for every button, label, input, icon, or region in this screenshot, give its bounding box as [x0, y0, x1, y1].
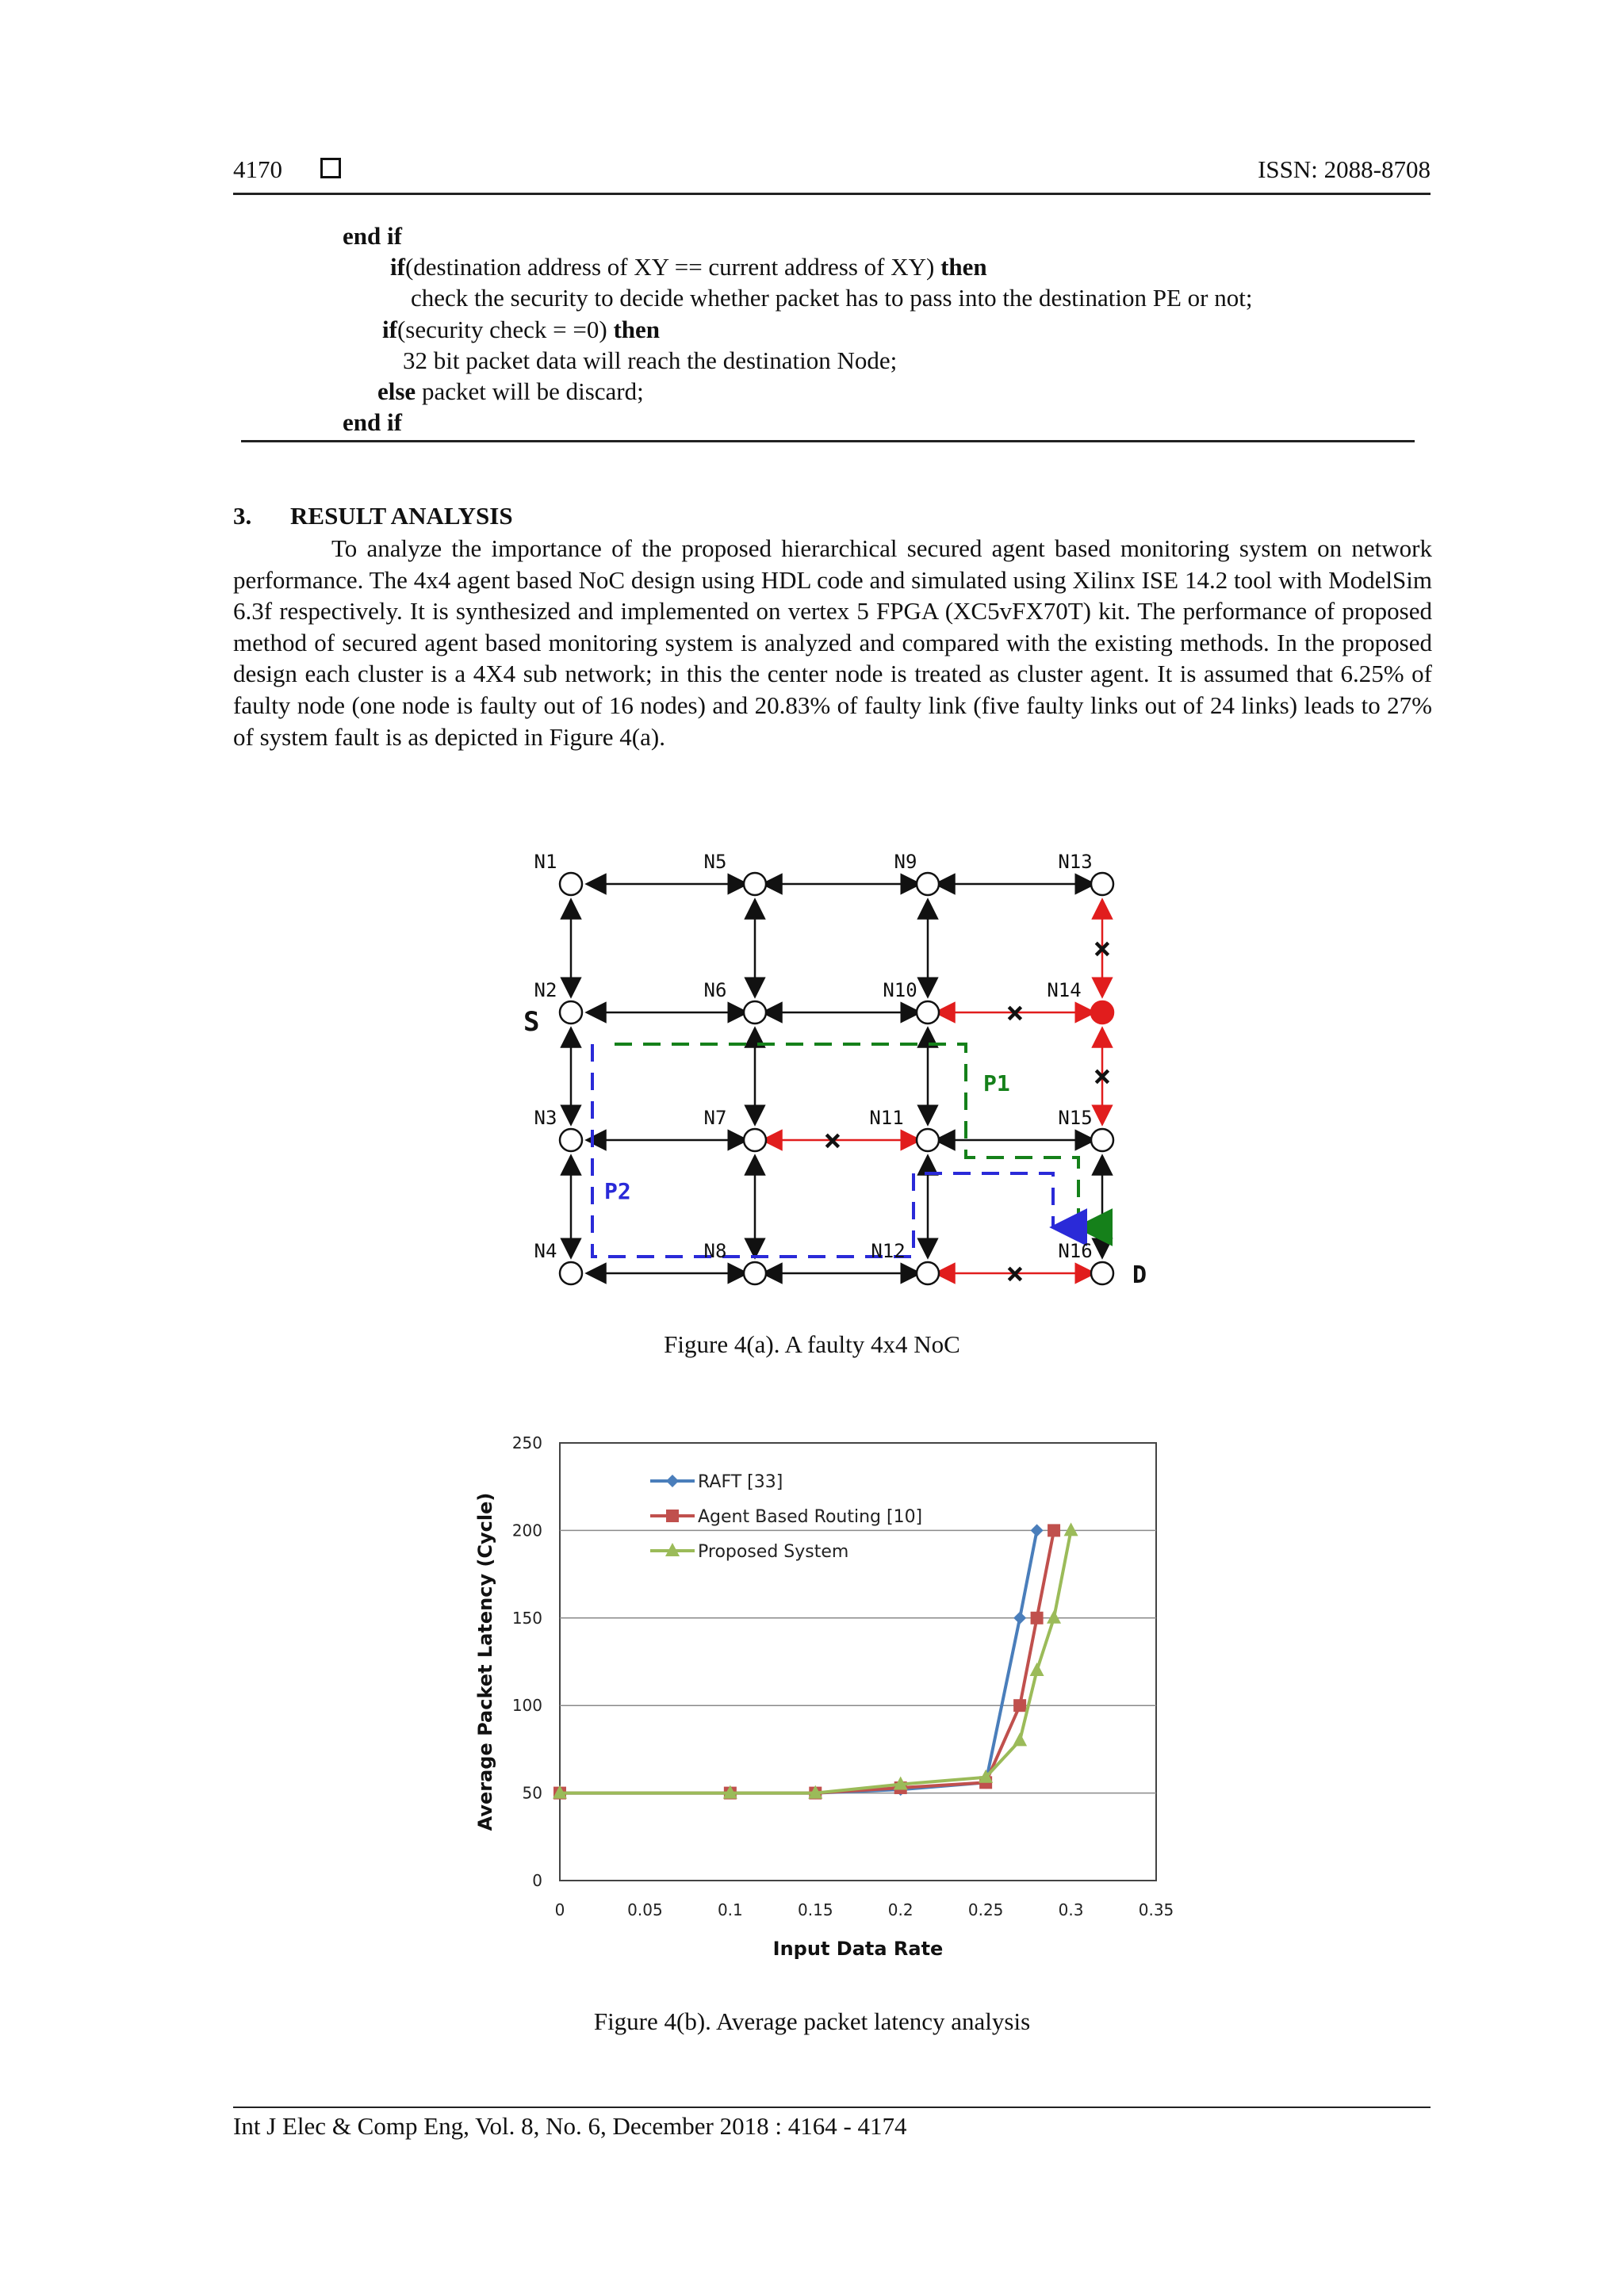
legend-label: Proposed System: [698, 1542, 849, 1562]
algo-line: 32 bit packet data will reach the destination Node;: [403, 346, 898, 374]
latency-chart: [460, 1419, 1205, 1974]
fault-mark: ×: [1005, 1256, 1025, 1291]
node-label: N14: [1047, 979, 1082, 1001]
section-paragraph: To analyze the importance of the proposed hierarchical secured agent based monitoring system on network performance. The 4x4 agent based NoC design using HDL code and simulated using Xilinx ISE 14.2 tool with ModelSim 6.3f respectively. It is synthesized and implemented on vertex 5 FPGA (XC5vFX70T) kit. The performance of proposed method of secured agent based monitoring system is analyzed and compared with the existing methods. In the proposed design each cluster is a 4X4 sub network; in this the center node is treated as cluster agent. It is assumed that 6.25% of faulty node (one node is faulty out of 16 nodes) and 20.83% of faulty link (five faulty links out of 24 links) leads to 27% of system fault is as depicted in Figure 4(a).: [233, 534, 1432, 751]
algo-line: if(destination address of XY == current address of XY) then: [390, 253, 987, 281]
footer-rule: [233, 2107, 1431, 2108]
node-n8: [744, 1262, 766, 1284]
algo-line: end if: [343, 222, 402, 250]
y-tick-label: 250: [511, 1433, 542, 1452]
footer-citation: Int J Elec & Comp Eng, Vol. 8, No. 6, December 2018 : 4164 - 4174: [233, 2112, 907, 2140]
node-n4: [560, 1262, 582, 1284]
y-tick-label: 50: [522, 1783, 542, 1803]
x-tick-label: 0.35: [1138, 1900, 1174, 1919]
node-label: N11: [869, 1107, 904, 1129]
node-label: N6: [703, 979, 727, 1001]
legend-label: Agent Based Routing [10]: [698, 1507, 923, 1527]
checkbox-square-icon: [320, 158, 341, 178]
node-n1: [560, 873, 582, 895]
node-label: N1: [534, 851, 557, 873]
page-number: 4170: [233, 155, 282, 183]
node-n11: [917, 1129, 939, 1151]
node-n5: [744, 873, 766, 895]
issn: ISSN: 2088-8708: [1258, 155, 1431, 183]
node-n2: [560, 1001, 582, 1024]
data-point: [1031, 1612, 1044, 1624]
node-n16: [1091, 1262, 1113, 1284]
node-label: N9: [894, 851, 917, 873]
node-label: N4: [534, 1240, 557, 1262]
fault-mark: ×: [1005, 995, 1025, 1030]
y-tick-label: 100: [511, 1696, 542, 1716]
nodes: [560, 873, 1113, 1284]
node-n14-faulty: [1091, 1001, 1113, 1024]
faulty-links: [763, 900, 1102, 1273]
node-n9: [917, 873, 939, 895]
normal-links: [571, 884, 1102, 1273]
algo-line: check the security to decide whether packet has to pass into the destination PE or not;: [411, 284, 1253, 312]
y-tick-label: 200: [511, 1521, 542, 1540]
x-tick-label: 0.2: [887, 1900, 914, 1919]
node-n6: [744, 1001, 766, 1024]
p1-label: P1: [983, 1070, 1010, 1096]
node-label: N2: [534, 979, 557, 1001]
node-label: N16: [1058, 1240, 1093, 1262]
node-n13: [1091, 873, 1113, 895]
node-label: N7: [703, 1107, 727, 1129]
data-point: [666, 1510, 679, 1522]
node-label: N13: [1058, 851, 1093, 873]
x-tick-label: 0.1: [717, 1900, 743, 1919]
node-label: N5: [703, 851, 727, 873]
y-axis-label: Average Packet Latency (Cycle): [474, 1492, 496, 1831]
y-tick-label: 150: [511, 1608, 542, 1628]
x-tick-label: 0.3: [1058, 1900, 1084, 1919]
x-axis-label: Input Data Rate: [772, 1938, 944, 1960]
x-tick-label: 0: [554, 1900, 565, 1919]
figure-b-caption: Figure 4(b). Average packet latency analysis: [593, 2007, 1031, 2035]
destination-label: D: [1132, 1261, 1147, 1289]
algo-line: if(security check = =0) then: [382, 316, 661, 343]
data-point: [1048, 1524, 1060, 1536]
noc-diagram: [508, 840, 1174, 1300]
node-n3: [560, 1129, 582, 1151]
node-label: N8: [703, 1240, 727, 1262]
p2-label: P2: [604, 1178, 631, 1204]
legend-label: RAFT [33]: [698, 1472, 783, 1492]
node-n15: [1091, 1129, 1113, 1151]
node-label: N10: [883, 979, 917, 1001]
x-tick-label: 0.05: [627, 1900, 663, 1919]
x-tick-label: 0.25: [967, 1900, 1004, 1919]
node-label: N12: [871, 1240, 906, 1262]
algo-line: end if: [343, 408, 402, 436]
source-label: S: [523, 1006, 540, 1038]
algorithm-rule: [241, 440, 1415, 442]
header-rule: [233, 193, 1431, 195]
x-tick-label: 0.15: [798, 1900, 833, 1919]
node-n7: [744, 1129, 766, 1151]
algo-line: else packet will be discard;: [377, 377, 644, 405]
figure-a-caption: Figure 4(a). A faulty 4x4 NoC: [664, 1330, 960, 1358]
node-label: N3: [534, 1107, 557, 1129]
fault-mark: ×: [1093, 1058, 1112, 1093]
fault-mark: ×: [1093, 931, 1112, 966]
data-point: [1013, 1699, 1026, 1712]
y-tick-label: 0: [532, 1871, 542, 1890]
fault-mark: ×: [823, 1123, 842, 1158]
node-n12: [917, 1262, 939, 1284]
node-n10: [917, 1001, 939, 1024]
node-label: N15: [1058, 1107, 1093, 1129]
section-heading: 3. RESULT ANALYSIS: [233, 502, 513, 530]
